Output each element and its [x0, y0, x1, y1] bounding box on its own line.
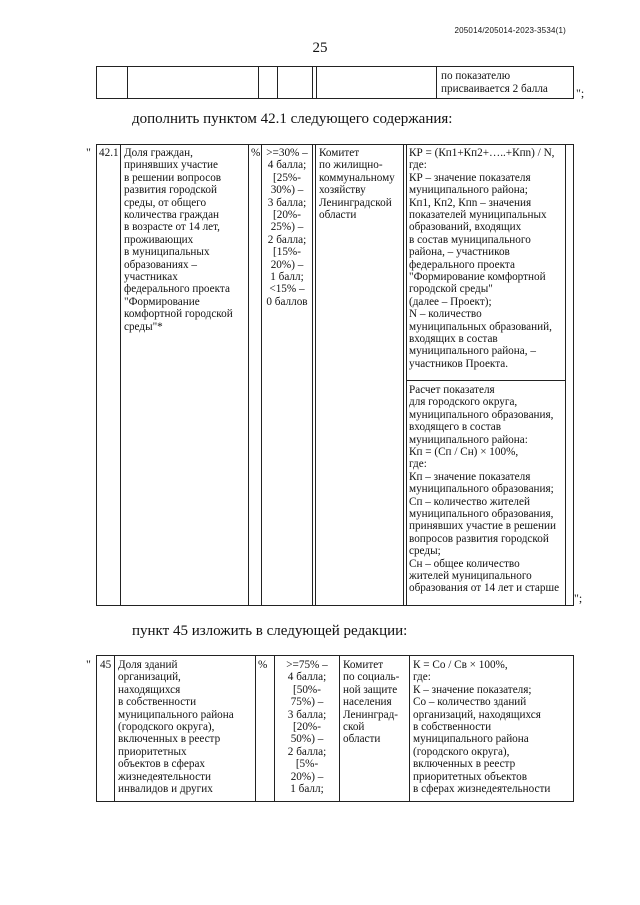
cell-line: по социаль- [343, 671, 400, 684]
cell-line: "Формирование [124, 295, 200, 308]
cell-line: жителей муниципального [409, 570, 532, 582]
cell-line: КР = (Кп1+Кп2+…..+Кпn) / N, [409, 147, 555, 159]
cell-line: 2 балла; [287, 745, 327, 758]
cell-line: где: [413, 671, 431, 684]
cell-line: входящих в состав [409, 333, 498, 345]
cell-line: Сп – количество жителей [409, 495, 530, 508]
cell-line: 3 балла; [267, 196, 307, 209]
cell-line: 20%) – [270, 258, 304, 271]
cell-line: в муниципальных [124, 246, 210, 259]
cell-line: входящего в состав [409, 421, 501, 434]
cell-line: "Формирование комфортной [409, 271, 546, 283]
cell-line: Расчет показателя [409, 384, 495, 396]
cell-line: муниципального района; [409, 184, 528, 197]
top-table-cell-line: присваивается 2 балла [441, 83, 548, 95]
cell-line: ной защите [343, 683, 398, 696]
cell-line: 3 балла; [287, 708, 327, 721]
row-number: 45 [100, 659, 112, 671]
cell-line: показателей муниципальных [409, 209, 547, 221]
cell-line: 1 балл; [270, 271, 304, 283]
cell-line: [50%- [293, 683, 321, 696]
cell-line: К = Со / Св × 100%, [413, 659, 508, 671]
cell-line: организаций, находящихся [413, 708, 541, 721]
cell-line: [20%- [293, 721, 321, 733]
close-quote: "; [576, 86, 585, 100]
cell-line: муниципального района [413, 733, 529, 746]
cell-line: 2 балла; [267, 233, 307, 246]
cell-line: >=30% – [266, 147, 308, 159]
cell-line: образованиях – [124, 258, 197, 271]
cell-line: Доля граждан, [124, 147, 193, 159]
cell-line: области [319, 209, 357, 221]
cell-line: муниципального образования, [409, 508, 554, 520]
cell-line: Сн – общее количество [409, 557, 520, 570]
cell-line: (городского округа), [118, 721, 215, 733]
cell-line: муниципального образования; [409, 483, 554, 496]
cell-line: КР – значение показателя [409, 171, 531, 184]
cell-line: Кп – значение показателя [409, 470, 531, 483]
cell-line: 20%) – [290, 770, 324, 783]
cell-line: федерального проекта [409, 258, 515, 271]
cell-line: муниципального образования, [409, 408, 554, 421]
open-quote: " [86, 657, 91, 671]
cell-line: в собственности [118, 696, 197, 709]
cell-line: в возрасте от 14 лет, [124, 221, 220, 234]
cell-line: [15%- [273, 246, 301, 259]
cell-line: 4 балла; [267, 159, 307, 172]
cell-line: среды, от общего [124, 196, 207, 209]
open-quote: " [86, 145, 91, 159]
cell-line: населения [343, 696, 392, 709]
cell-line: где: [409, 458, 427, 471]
cell-line: района, – участников [409, 246, 510, 259]
cell-line: муниципального района, – [409, 345, 536, 358]
cell-line: Кп1, Кп2, Кпn – значения [409, 196, 532, 209]
cell-line: [25%- [273, 171, 301, 184]
cell-line: приоритетных объектов [413, 770, 528, 783]
cell-line: в собственности [413, 721, 492, 733]
cell-line: 75%) – [290, 696, 324, 709]
cell-line: развития городской [124, 184, 217, 197]
cell-line: проживающих [124, 233, 194, 246]
cell-line: в состав муниципального [409, 233, 531, 246]
cell-line: 0 баллов [266, 295, 308, 308]
cell-line: в решении вопросов [124, 171, 222, 184]
cell-line: области [343, 733, 381, 746]
cell-line: образований, входящих [409, 221, 522, 234]
cell-line: принявших участие [124, 159, 218, 172]
cell-line: N – количество [409, 308, 482, 321]
cell-line: >=75% – [286, 659, 328, 671]
cell-line: по жилищно- [319, 159, 383, 172]
cell-line: городской среды" [409, 283, 493, 296]
cell-line: [5%- [295, 758, 319, 771]
cell-line: Доля зданий [118, 659, 178, 671]
cell-line: жизнедеятельности [118, 770, 211, 783]
cell-line: участников Проекта. [409, 357, 508, 370]
cell-line: где: [409, 159, 427, 172]
top-table-cell-line: по показателю [441, 70, 511, 82]
cell-line: включенных в реестр [118, 733, 221, 746]
cell-line: среды; [409, 545, 441, 558]
cell-line: федерального проекта [124, 283, 230, 296]
cell-line: организаций, [118, 671, 181, 684]
cell-line: инвалидов и других [118, 783, 213, 795]
cell-line: (городского округа), [413, 745, 510, 758]
cell-line: Комитет [343, 659, 384, 671]
cell-line: Ленинградской [319, 196, 392, 209]
cell-line: 50%) – [290, 733, 324, 746]
cell-line: муниципальных образований, [409, 320, 552, 333]
cell-line: комфортной городской [124, 308, 233, 321]
document-id: 205014/205014-2023-3534(1) [454, 26, 566, 35]
cell-line: Комитет [319, 147, 360, 159]
cell-line: в сферах жизнедеятельности [413, 783, 551, 795]
cell-line: коммунальному [319, 171, 395, 184]
cell-line: образования от 14 лет и старше [409, 582, 560, 595]
cell-line: вопросов развития городской [409, 532, 549, 545]
cell-line: [20%- [273, 209, 301, 221]
cell-line: участниках [124, 271, 178, 283]
cell-line: хозяйству [319, 184, 366, 197]
cell-line: количества граждан [124, 209, 220, 221]
cell-line: 1 балл; [290, 783, 324, 795]
cell-line: включенных в реестр [413, 758, 516, 771]
unit-cell: % [251, 147, 261, 159]
cell-line: находящихся [118, 683, 181, 696]
cell-line: 25%) – [270, 221, 304, 234]
instruction-heading: пункт 45 изложить в следующей редакции: [132, 623, 408, 639]
cell-line: К – значение показателя; [413, 683, 532, 696]
cell-line: объектов в сферах [118, 758, 206, 771]
cell-line: (далее – Проект); [409, 295, 492, 308]
cell-line: <15% – [269, 283, 305, 296]
cell-line: принявших участие в решении [409, 520, 556, 533]
cell-line: Со – количество зданий [413, 696, 527, 709]
row-number: 42.1 [99, 147, 119, 159]
unit-cell: % [258, 659, 268, 671]
close-quote: "; [574, 591, 583, 605]
cell-line: среды"* [124, 320, 163, 333]
cell-line: муниципального района: [409, 433, 528, 446]
cell-line: 30%) – [270, 184, 304, 197]
cell-line: для городского округа, [409, 396, 518, 409]
cell-line: приоритетных [118, 745, 187, 758]
cell-line: муниципального района [118, 708, 234, 721]
cell-line: 4 балла; [287, 671, 327, 684]
cell-line: Кп = (Сп / Сн) × 100%, [409, 446, 519, 458]
page-number: 25 [312, 40, 328, 56]
cell-line: Ленинград- [343, 708, 399, 721]
cell-line: ской [343, 721, 365, 733]
instruction-heading: дополнить пунктом 42.1 следующего содержания: [132, 111, 453, 127]
